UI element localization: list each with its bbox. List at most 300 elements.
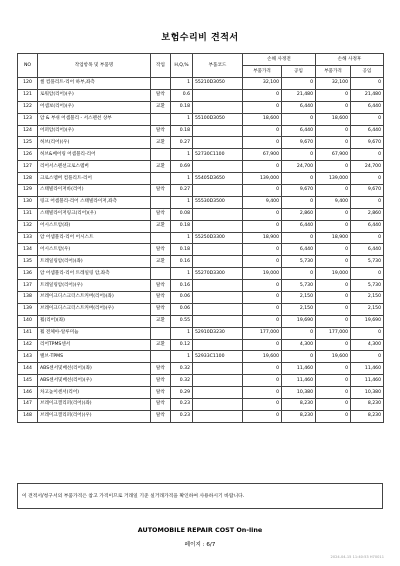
row-work: 탈착 bbox=[151, 399, 171, 411]
row-hq: 0.27 bbox=[171, 137, 193, 149]
row-hq: 0.16 bbox=[171, 256, 193, 268]
row-work: 교환 bbox=[151, 101, 171, 113]
row-code bbox=[193, 363, 243, 375]
row-item: 밸브-TPMS bbox=[38, 351, 151, 363]
row-no: 128 bbox=[18, 173, 38, 185]
row-labor-after: 6,440 bbox=[351, 125, 384, 137]
row-labor-before: 6,440 bbox=[282, 220, 316, 232]
row-labor-after: 2,150 bbox=[351, 303, 384, 315]
row-work: 교환 bbox=[151, 220, 171, 232]
row-work bbox=[151, 232, 171, 244]
row-hq: 0.18 bbox=[171, 244, 193, 256]
row-no: 131 bbox=[18, 208, 38, 220]
row-price-after: 18,900 bbox=[316, 232, 351, 244]
row-no: 133 bbox=[18, 232, 38, 244]
row-price-before: 177,000 bbox=[243, 327, 282, 339]
row-price-after: 0 bbox=[316, 387, 351, 399]
row-item: 암 어셈블리-리어 어시스트 bbox=[38, 232, 151, 244]
row-work bbox=[151, 351, 171, 363]
row-price-after: 9,400 bbox=[316, 196, 351, 208]
row-hq: 0.29 bbox=[171, 387, 193, 399]
row-item: 휠(리어)(좌) bbox=[38, 315, 151, 327]
table-row bbox=[18, 268, 384, 280]
row-work: 탈착 bbox=[151, 292, 171, 304]
row-labor-before: 11,460 bbox=[282, 375, 316, 387]
row-labor-before: 0 bbox=[282, 113, 316, 125]
row-hq: 0.32 bbox=[171, 375, 193, 387]
row-hq: 0.6 bbox=[171, 89, 193, 101]
row-no: 140 bbox=[18, 315, 38, 327]
row-no: 136 bbox=[18, 268, 38, 280]
row-work bbox=[151, 149, 171, 161]
row-price-after: 0 bbox=[316, 315, 351, 327]
row-labor-after: 0 bbox=[351, 113, 384, 125]
row-code bbox=[193, 244, 243, 256]
row-no: 137 bbox=[18, 280, 38, 292]
row-code bbox=[193, 292, 243, 304]
row-price-before: 0 bbox=[243, 101, 282, 113]
table-row bbox=[18, 196, 384, 208]
row-work: 탈착 bbox=[151, 125, 171, 137]
table-row bbox=[18, 303, 384, 315]
row-hq: 1 bbox=[171, 351, 193, 363]
row-price-after: 0 bbox=[316, 303, 351, 315]
row-labor-before: 5,730 bbox=[282, 256, 316, 268]
row-hq: 0.12 bbox=[171, 339, 193, 351]
row-price-after: 139,000 bbox=[316, 173, 351, 185]
row-hq: 1 bbox=[171, 196, 193, 208]
row-labor-after: 2,150 bbox=[351, 292, 384, 304]
row-code: 52730C1100 bbox=[193, 149, 243, 161]
row-price-before: 0 bbox=[243, 125, 282, 137]
row-labor-after: 11,460 bbox=[351, 375, 384, 387]
row-no: 141 bbox=[18, 327, 38, 339]
header-hq: H,Q,% bbox=[171, 54, 193, 78]
row-price-before: 0 bbox=[243, 89, 282, 101]
row-item: 스태빌라이저링크(리어)(우) bbox=[38, 208, 151, 220]
row-labor-after: 2,860 bbox=[351, 208, 384, 220]
row-hq: 0.18 bbox=[171, 101, 193, 113]
row-price-before: 0 bbox=[243, 185, 282, 197]
row-code bbox=[193, 399, 243, 411]
row-item: 허브(리어)(우) bbox=[38, 137, 151, 149]
row-item: ABS센서및배선(리어)(우) bbox=[38, 375, 151, 387]
row-labor-after: 0 bbox=[351, 268, 384, 280]
row-work: 탈착 bbox=[151, 244, 171, 256]
row-labor-after: 21,480 bbox=[351, 89, 384, 101]
row-work bbox=[151, 113, 171, 125]
row-price-after: 0 bbox=[316, 137, 351, 149]
row-labor-after: 0 bbox=[351, 196, 384, 208]
row-labor-before: 11,460 bbox=[282, 363, 316, 375]
row-price-after: 0 bbox=[316, 256, 351, 268]
row-labor-before: 5,730 bbox=[282, 280, 316, 292]
table-row bbox=[18, 387, 384, 399]
row-labor-before: 8,230 bbox=[282, 399, 316, 411]
row-code: 55270D3300 bbox=[193, 268, 243, 280]
row-labor-after: 6,440 bbox=[351, 101, 384, 113]
row-item: 차고높이센서(리어) bbox=[38, 387, 151, 399]
row-labor-before: 2,150 bbox=[282, 303, 316, 315]
row-hq: 1 bbox=[171, 232, 193, 244]
estimate-table bbox=[17, 53, 384, 423]
row-code bbox=[193, 256, 243, 268]
row-no: 144 bbox=[18, 363, 38, 375]
row-labor-after: 0 bbox=[351, 232, 384, 244]
row-item: 브레이크디스크더스트커버(리어)(좌) bbox=[38, 292, 151, 304]
row-price-after: 0 bbox=[316, 208, 351, 220]
row-code bbox=[193, 387, 243, 399]
row-item: 어시스트암(우) bbox=[38, 244, 151, 256]
row-price-before: 0 bbox=[243, 220, 282, 232]
row-price-after: 177,000 bbox=[316, 327, 351, 339]
row-price-before: 0 bbox=[243, 208, 282, 220]
row-price-before: 139,000 bbox=[243, 173, 282, 185]
row-item: 브레이크디스크더스트커버(리어)(우) bbox=[38, 303, 151, 315]
row-labor-before: 0 bbox=[282, 327, 316, 339]
row-code bbox=[193, 208, 243, 220]
header-before-group: 손해 사정전 bbox=[243, 54, 316, 66]
row-item: 허브&베어링 어셈블리-리어 bbox=[38, 149, 151, 161]
header-code: 부품코드 bbox=[193, 54, 243, 78]
row-labor-after: 6,440 bbox=[351, 244, 384, 256]
row-price-after: 32,100 bbox=[316, 78, 351, 90]
row-labor-before: 21,480 bbox=[282, 89, 316, 101]
row-work: 탈착 bbox=[151, 387, 171, 399]
header-price-before: 부품가격 bbox=[243, 66, 282, 78]
row-price-after: 0 bbox=[316, 339, 351, 351]
row-price-after: 67,900 bbox=[316, 149, 351, 161]
row-price-after: 0 bbox=[316, 410, 351, 422]
header-work: 작업 bbox=[151, 54, 171, 78]
row-price-before: 18,600 bbox=[243, 113, 282, 125]
table-row bbox=[18, 363, 384, 375]
row-no: 145 bbox=[18, 375, 38, 387]
row-labor-after: 11,460 bbox=[351, 363, 384, 375]
row-code bbox=[193, 315, 243, 327]
table-row bbox=[18, 173, 384, 185]
row-no: 139 bbox=[18, 303, 38, 315]
row-price-before: 19,600 bbox=[243, 351, 282, 363]
row-labor-before: 4,300 bbox=[282, 339, 316, 351]
row-price-after: 0 bbox=[316, 375, 351, 387]
table-row bbox=[18, 244, 384, 256]
row-no: 124 bbox=[18, 125, 38, 137]
table-row bbox=[18, 208, 384, 220]
row-code: 55405D3650 bbox=[193, 173, 243, 185]
row-work: 탈착 bbox=[151, 208, 171, 220]
row-code bbox=[193, 220, 243, 232]
row-labor-before: 0 bbox=[282, 268, 316, 280]
row-labor-before: 2,860 bbox=[282, 208, 316, 220]
row-item: 스태빌라이저바(리어) bbox=[38, 185, 151, 197]
table-row bbox=[18, 339, 384, 351]
row-no: 120 bbox=[18, 78, 38, 90]
row-hq: 1 bbox=[171, 78, 193, 90]
row-work: 교환 bbox=[151, 256, 171, 268]
row-work bbox=[151, 196, 171, 208]
row-labor-before: 9,670 bbox=[282, 185, 316, 197]
row-work: 탈착 bbox=[151, 375, 171, 387]
row-no: 134 bbox=[18, 244, 38, 256]
row-code: 55250D3300 bbox=[193, 232, 243, 244]
table-row bbox=[18, 351, 384, 363]
row-hq: 0.27 bbox=[171, 185, 193, 197]
row-labor-after: 19,690 bbox=[351, 315, 384, 327]
row-no: 135 bbox=[18, 256, 38, 268]
row-labor-before: 0 bbox=[282, 173, 316, 185]
row-hq: 1 bbox=[171, 327, 193, 339]
row-labor-after: 0 bbox=[351, 149, 384, 161]
row-price-after: 18,600 bbox=[316, 113, 351, 125]
row-no: 126 bbox=[18, 149, 38, 161]
row-price-before: 0 bbox=[243, 410, 282, 422]
row-work: 탈착 bbox=[151, 410, 171, 422]
row-item: 어셈보(리어)(우) bbox=[38, 101, 151, 113]
row-code bbox=[193, 339, 243, 351]
header-labor-before: 공임 bbox=[282, 66, 316, 78]
table-row bbox=[18, 101, 384, 113]
table-row bbox=[18, 149, 384, 161]
row-hq: 0.32 bbox=[171, 363, 193, 375]
row-price-before: 0 bbox=[243, 315, 282, 327]
row-item: 씰 컴플리트-리어 하부,좌측 bbox=[38, 78, 151, 90]
table-row bbox=[18, 137, 384, 149]
row-no: 148 bbox=[18, 410, 38, 422]
row-price-before: 0 bbox=[243, 137, 282, 149]
row-work: 교환 bbox=[151, 137, 171, 149]
row-price-before: 0 bbox=[243, 399, 282, 411]
row-code bbox=[193, 280, 243, 292]
header-no: NO bbox=[18, 54, 38, 78]
row-work: 교환 bbox=[151, 161, 171, 173]
row-price-after: 0 bbox=[316, 89, 351, 101]
table-row bbox=[18, 113, 384, 125]
row-price-after: 0 bbox=[316, 363, 351, 375]
row-code: 52910D3230 bbox=[193, 327, 243, 339]
row-hq: 1 bbox=[171, 268, 193, 280]
row-labor-before: 8,230 bbox=[282, 410, 316, 422]
row-work bbox=[151, 78, 171, 90]
row-no: 121 bbox=[18, 89, 38, 101]
row-price-before: 0 bbox=[243, 280, 282, 292]
row-labor-before: 0 bbox=[282, 351, 316, 363]
row-hq: 0.08 bbox=[171, 208, 193, 220]
row-hq: 0.06 bbox=[171, 303, 193, 315]
row-code bbox=[193, 185, 243, 197]
row-item: ABS센서및배선(리어)(좌) bbox=[38, 363, 151, 375]
row-item: 어퍼암(리어)(우) bbox=[38, 125, 151, 137]
row-price-after: 0 bbox=[316, 292, 351, 304]
row-item: 리어TPMS센서 bbox=[38, 339, 151, 351]
row-price-before: 0 bbox=[243, 363, 282, 375]
row-price-before: 0 bbox=[243, 256, 282, 268]
table-row bbox=[18, 315, 384, 327]
row-no: 132 bbox=[18, 220, 38, 232]
row-hq: 1 bbox=[171, 113, 193, 125]
row-labor-after: 5,730 bbox=[351, 256, 384, 268]
row-price-before: 9,400 bbox=[243, 196, 282, 208]
table-row bbox=[18, 89, 384, 101]
row-code bbox=[193, 137, 243, 149]
row-item: 크로스멤버 컴플리트-리어 bbox=[38, 173, 151, 185]
page-number: 페이지 : 6/7 bbox=[184, 542, 216, 548]
row-code: 55210D3050 bbox=[193, 78, 243, 90]
row-item: 트레일링암(리어)(좌) bbox=[38, 256, 151, 268]
row-labor-after: 0 bbox=[351, 351, 384, 363]
row-price-before: 0 bbox=[243, 303, 282, 315]
row-no: 138 bbox=[18, 292, 38, 304]
row-code bbox=[193, 125, 243, 137]
row-item: 리어서스펜션크로스멤버 bbox=[38, 161, 151, 173]
row-no: 122 bbox=[18, 101, 38, 113]
table-row bbox=[18, 256, 384, 268]
row-no: 125 bbox=[18, 137, 38, 149]
row-price-after: 0 bbox=[316, 244, 351, 256]
row-work: 탈착 bbox=[151, 363, 171, 375]
row-item: 암 & 부쉬 어셈블리 - 서스펜션 상부 bbox=[38, 113, 151, 125]
row-hq: 0.23 bbox=[171, 410, 193, 422]
row-no: 130 bbox=[18, 196, 38, 208]
document-title: 보험수리비 견적서 bbox=[161, 33, 239, 43]
row-code bbox=[193, 375, 243, 387]
table-row bbox=[18, 292, 384, 304]
row-price-before: 0 bbox=[243, 161, 282, 173]
row-item: 로워암(리어)(우) bbox=[38, 89, 151, 101]
row-hq: 0.69 bbox=[171, 161, 193, 173]
row-no: 129 bbox=[18, 185, 38, 197]
row-labor-after: 0 bbox=[351, 173, 384, 185]
row-item: 트레일링암(리어)(우) bbox=[38, 280, 151, 292]
row-labor-before: 0 bbox=[282, 149, 316, 161]
row-price-before: 19,000 bbox=[243, 268, 282, 280]
estimate-rows bbox=[18, 78, 384, 423]
row-price-before: 0 bbox=[243, 339, 282, 351]
row-code: 52933C1100 bbox=[193, 351, 243, 363]
row-labor-before: 10,380 bbox=[282, 387, 316, 399]
row-labor-after: 5,730 bbox=[351, 280, 384, 292]
row-price-after: 0 bbox=[316, 161, 351, 173]
row-work: 탈착 bbox=[151, 303, 171, 315]
row-price-after: 19,600 bbox=[316, 351, 351, 363]
header-item: 작업항목 및 부품명 bbox=[38, 54, 151, 78]
row-code bbox=[193, 101, 243, 113]
table-row bbox=[18, 78, 384, 90]
row-hq: 1 bbox=[171, 149, 193, 161]
row-labor-after: 9,670 bbox=[351, 137, 384, 149]
row-item: 링크 어셈블리-리어 스태빌라이저,좌측 bbox=[38, 196, 151, 208]
row-price-before: 0 bbox=[243, 244, 282, 256]
row-price-after: 0 bbox=[316, 125, 351, 137]
table-row bbox=[18, 220, 384, 232]
row-hq: 0.16 bbox=[171, 280, 193, 292]
row-no: 123 bbox=[18, 113, 38, 125]
row-labor-before: 0 bbox=[282, 232, 316, 244]
row-labor-after: 24,700 bbox=[351, 161, 384, 173]
row-price-before: 67,900 bbox=[243, 149, 282, 161]
row-labor-after: 10,380 bbox=[351, 387, 384, 399]
row-work: 탈착 bbox=[151, 89, 171, 101]
header-after-group: 손해 사정후 bbox=[316, 54, 384, 66]
row-price-after: 19,000 bbox=[316, 268, 351, 280]
row-price-after: 0 bbox=[316, 280, 351, 292]
row-labor-before: 6,440 bbox=[282, 125, 316, 137]
table-row bbox=[18, 410, 384, 422]
table-row bbox=[18, 232, 384, 244]
row-hq: 0.55 bbox=[171, 315, 193, 327]
row-price-before: 0 bbox=[243, 292, 282, 304]
row-price-after: 0 bbox=[316, 399, 351, 411]
row-price-after: 0 bbox=[316, 185, 351, 197]
row-code: 55530D3500 bbox=[193, 196, 243, 208]
table-row bbox=[18, 399, 384, 411]
row-hq: 0.06 bbox=[171, 292, 193, 304]
row-price-before: 0 bbox=[243, 375, 282, 387]
footer-brand: AUTOMOBILE REPAIR COST On-line bbox=[137, 526, 263, 534]
row-price-before: 18,900 bbox=[243, 232, 282, 244]
row-labor-before: 6,440 bbox=[282, 244, 316, 256]
row-labor-after: 8,230 bbox=[351, 410, 384, 422]
row-labor-before: 19,690 bbox=[282, 315, 316, 327]
table-row bbox=[18, 375, 384, 387]
row-code bbox=[193, 303, 243, 315]
disclaimer-note: 이 견적서/청구서의 부품가격은 참고 가격이므로 거래일 기준 실거래가격을 확인하여 사용하시기 바랍니다. bbox=[17, 483, 383, 509]
row-item: 어시스트암(좌) bbox=[38, 220, 151, 232]
row-labor-after: 0 bbox=[351, 327, 384, 339]
row-labor-before: 0 bbox=[282, 78, 316, 90]
row-price-after: 0 bbox=[316, 101, 351, 113]
row-no: 147 bbox=[18, 399, 38, 411]
print-stamp: 2024-04-15 11:40:53 H70011 bbox=[330, 555, 384, 559]
row-labor-after: 6,440 bbox=[351, 220, 384, 232]
row-no: 127 bbox=[18, 161, 38, 173]
row-hq: 0.18 bbox=[171, 125, 193, 137]
row-item: 브레이크캘리퍼(리어)(좌) bbox=[38, 399, 151, 411]
row-work bbox=[151, 327, 171, 339]
row-labor-before: 9,670 bbox=[282, 137, 316, 149]
header-labor-after: 공임 bbox=[351, 66, 384, 78]
header-price-after: 부품가격 bbox=[316, 66, 351, 78]
row-price-after: 0 bbox=[316, 220, 351, 232]
row-item: 브레이크캘리퍼(리어)(우) bbox=[38, 410, 151, 422]
row-labor-before: 0 bbox=[282, 196, 316, 208]
row-item: 휠 전체아-알루미늄 bbox=[38, 327, 151, 339]
row-work bbox=[151, 268, 171, 280]
row-work: 교환 bbox=[151, 339, 171, 351]
row-code bbox=[193, 89, 243, 101]
row-labor-after: 4,300 bbox=[351, 339, 384, 351]
row-code bbox=[193, 161, 243, 173]
row-no: 142 bbox=[18, 339, 38, 351]
table-row bbox=[18, 185, 384, 197]
row-labor-after: 9,670 bbox=[351, 185, 384, 197]
row-hq: 0.18 bbox=[171, 220, 193, 232]
row-no: 143 bbox=[18, 351, 38, 363]
row-hq: 0.23 bbox=[171, 399, 193, 411]
row-labor-after: 8,230 bbox=[351, 399, 384, 411]
row-labor-after: 0 bbox=[351, 78, 384, 90]
row-hq: 1 bbox=[171, 173, 193, 185]
table-row bbox=[18, 125, 384, 137]
row-labor-before: 6,440 bbox=[282, 101, 316, 113]
row-price-before: 0 bbox=[243, 387, 282, 399]
table-row bbox=[18, 161, 384, 173]
row-no: 146 bbox=[18, 387, 38, 399]
row-work bbox=[151, 173, 171, 185]
row-price-before: 32,100 bbox=[243, 78, 282, 90]
row-labor-before: 2,150 bbox=[282, 292, 316, 304]
row-work: 탈착 bbox=[151, 185, 171, 197]
